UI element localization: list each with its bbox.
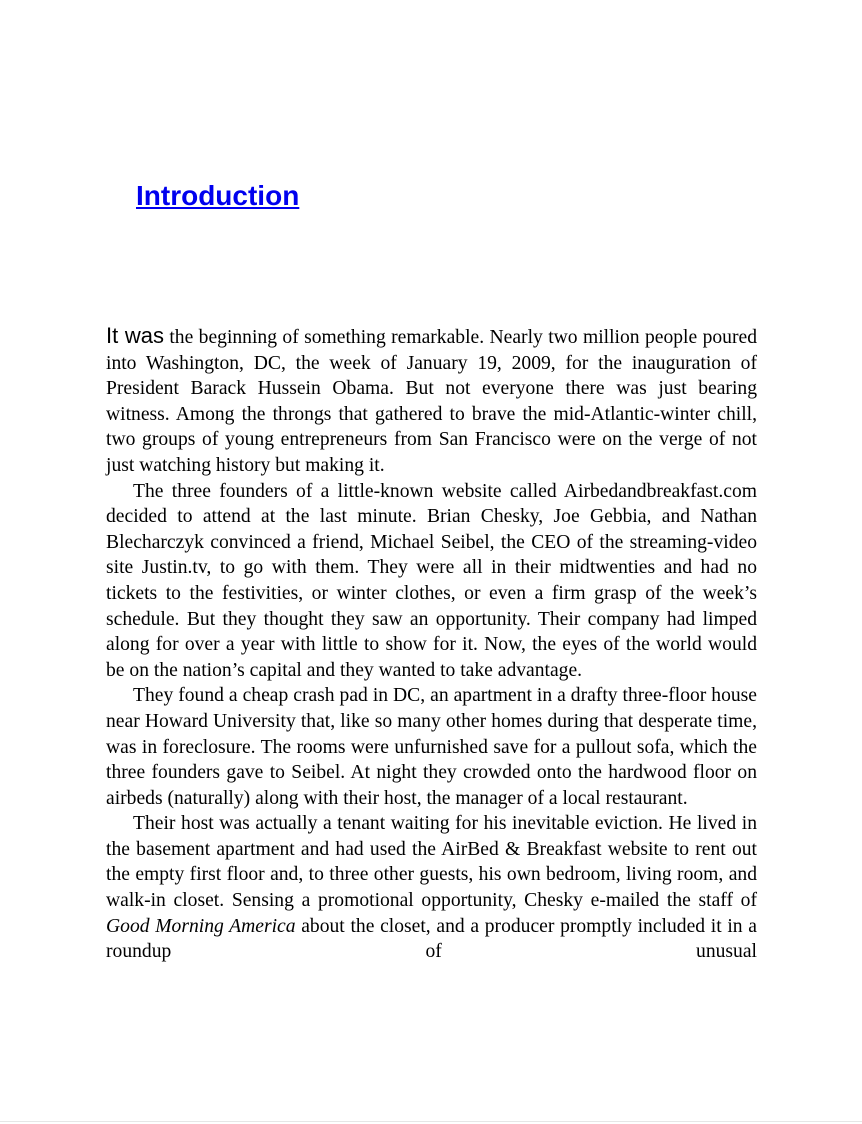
paragraph-text: about the closet, and a producer promptly included it in a roundup of unusual <box>106 915 757 963</box>
paragraph-text: Their host was actually a tenant waiting for his inevitable eviction. He lived in the basement apartment and had used the AirBed & Breakfast website to rent out the empty first floor and, to three other guests, his own bedroom, living room, and walk-in closet. Sensing a promotional opportunity, Chesky e-mailed the staff of <box>106 813 757 912</box>
paragraph-text: the beginning of something remarkable. Nearly two million people poured into Washington, DC, the week of January 19, 2009, for the inauguration of President Barack Hussein Obama. But not everyone there was just bearing witness. Among the throngs that gathered to brave the mid-Atlantic-winter chill, two groups of young entrepreneurs from San Francisco were on the verge of not just watching history but making it. <box>106 327 757 476</box>
paragraph <box>106 323 757 479</box>
page-bottom-divider <box>0 1121 862 1122</box>
book-title-italic: Good Morning America <box>106 915 296 937</box>
paragraph <box>106 811 757 965</box>
paragraph-lead-in: It was <box>106 323 164 348</box>
chapter-heading-link[interactable]: Introduction <box>136 180 300 211</box>
paragraph: The three founders of a little-known website called Airbedandbreakfast.com decided to attend at the last minute. Brian Chesky, Joe Gebbia, and Nathan Blecharczyk convinced a friend, Michael Seibel, the CEO of the streaming-video site Justin.tv, to go with them. They were all in their midtwenties and had no tickets to the festivities, or winter clothes, or even a firm grasp of the week’s schedule. But they thought they saw an opportunity. Their company had limped along for over a year with little to show for it. Now, the eyes of the world would be on the nation’s capital and they wanted to take advantage. <box>106 480 757 681</box>
chapter-body <box>106 323 757 965</box>
paragraph: They found a cheap crash pad in DC, an apartment in a drafty three-floor house near Howard University that, like so many other homes during that desperate time, was in foreclosure. The rooms were unfurnished save for a pullout sofa, which the three founders gave to Seibel. At night they crowded onto the hardwood floor on airbeds (naturally) along with their host, the manager of a local restaurant. <box>106 685 757 809</box>
